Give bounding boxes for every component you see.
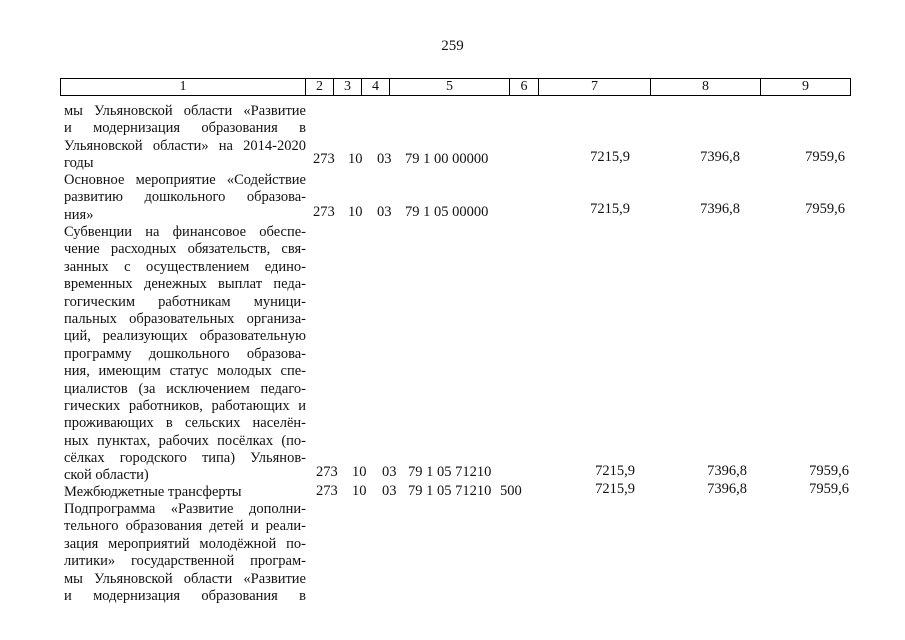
cell-csr: 79 1 00 00000 — [405, 151, 489, 167]
cell-value-8: 7396,8 — [700, 201, 740, 217]
header-col-5: 5 — [390, 79, 510, 96]
row-description-line: Межбюджетные трансферты — [64, 484, 242, 500]
cell-pr: 03 — [377, 204, 392, 220]
header-col-7: 7 — [539, 79, 651, 96]
cell-csr: 79 1 05 71210 — [408, 464, 492, 480]
cell-pr: 03 — [377, 151, 392, 167]
row-description-line: гогическим работникам муници- — [64, 293, 306, 310]
row-description-line: мы Ульяновской области «Развитие — [64, 103, 306, 119]
cell-value-9: 7959,6 — [809, 481, 849, 497]
row-description-line: чение расходных обязательств, свя- — [64, 241, 306, 258]
header-col-9: 9 — [761, 79, 851, 96]
row-description-line: циалистов (за исключением педаго- — [64, 380, 306, 397]
header-col-2: 2 — [306, 79, 334, 96]
cell-value-8: 7396,8 — [707, 463, 747, 479]
page-number: 259 — [441, 38, 464, 54]
cell-gr: 273 — [316, 464, 338, 480]
row-description-line: проживающих в сельских населён- — [64, 415, 306, 432]
row-description-line: сёлках городского типа) Ульянов- — [64, 450, 306, 467]
header-col-4: 4 — [362, 79, 390, 96]
row-description-line: Основное мероприятие «Содействие — [64, 172, 306, 188]
cell-pr: 03 — [382, 464, 397, 480]
cell-gr: 273 — [313, 204, 335, 220]
row-description — [64, 224, 306, 485]
row-description-line: гических работников, работающих и — [64, 397, 306, 414]
cell-value-7: 7215,9 — [590, 149, 630, 165]
row-description-line: занных с осуществлением едино- — [64, 258, 306, 275]
cell-value-8: 7396,8 — [707, 481, 747, 497]
cell-value-7: 7215,9 — [590, 201, 630, 217]
row-description — [64, 172, 306, 224]
row-description-line: ций, реализующих образовательную — [64, 328, 306, 345]
cell-value-7: 7215,9 — [595, 481, 635, 497]
cell-pr: 03 — [382, 483, 397, 499]
header-col-8: 8 — [651, 79, 761, 96]
row-description-line: литики» государственной програм- — [64, 553, 306, 570]
row-description-line: ской области) — [64, 467, 149, 484]
cell-value-9: 7959,6 — [809, 463, 849, 479]
row-description-line: и модернизация образования в — [64, 120, 306, 137]
cell-gr: 273 — [313, 151, 335, 167]
row-description — [64, 484, 306, 501]
header-col-6: 6 — [510, 79, 539, 96]
row-description-line: ных пунктах, рабочих посёлках (по- — [64, 432, 306, 449]
row-description-line: развитию дошкольного образова- — [64, 189, 306, 206]
cell-vr: 500 — [500, 483, 522, 499]
cell-rz: 10 — [348, 151, 363, 167]
cell-csr: 79 1 05 00000 — [405, 204, 489, 220]
row-description-line: временных денежных выплат педа- — [64, 276, 306, 293]
row-description-line: тельного образования детей и реали- — [64, 518, 306, 535]
cell-rz: 10 — [352, 464, 367, 480]
cell-value-8: 7396,8 — [700, 149, 740, 165]
cell-rz: 10 — [352, 483, 367, 499]
row-description-line: мы Ульяновской области «Развитие — [64, 570, 306, 587]
cell-rz: 10 — [348, 204, 363, 220]
row-description-line: зация мероприятий молодёжной по- — [64, 535, 306, 552]
row-description-line: Подпрограмма «Развитие дополни- — [64, 501, 306, 517]
row-description-line: пальных образовательных организа- — [64, 310, 306, 327]
table-header — [60, 78, 851, 96]
header-col-3: 3 — [334, 79, 362, 96]
row-description-line: Субвенции на финансовое обеспе- — [64, 224, 306, 240]
cell-gr: 273 — [316, 483, 338, 499]
cell-value-9: 7959,6 — [805, 201, 845, 217]
row-description — [64, 501, 306, 605]
header-col-1: 1 — [61, 79, 306, 96]
row-description-line: ния, имеющим статус молодых спе- — [64, 363, 306, 380]
cell-value-9: 7959,6 — [805, 149, 845, 165]
cell-csr: 79 1 05 71210 — [408, 483, 492, 499]
row-description-line: и модернизация образования в — [64, 587, 306, 604]
row-description — [64, 103, 306, 173]
cell-value-7: 7215,9 — [595, 463, 635, 479]
row-description-line: Ульяновской области» на 2014-2020 — [64, 137, 306, 154]
row-description-line: программу дошкольного образова- — [64, 345, 306, 362]
row-description-line: ния» — [64, 206, 94, 223]
row-description-line: годы — [64, 155, 94, 172]
